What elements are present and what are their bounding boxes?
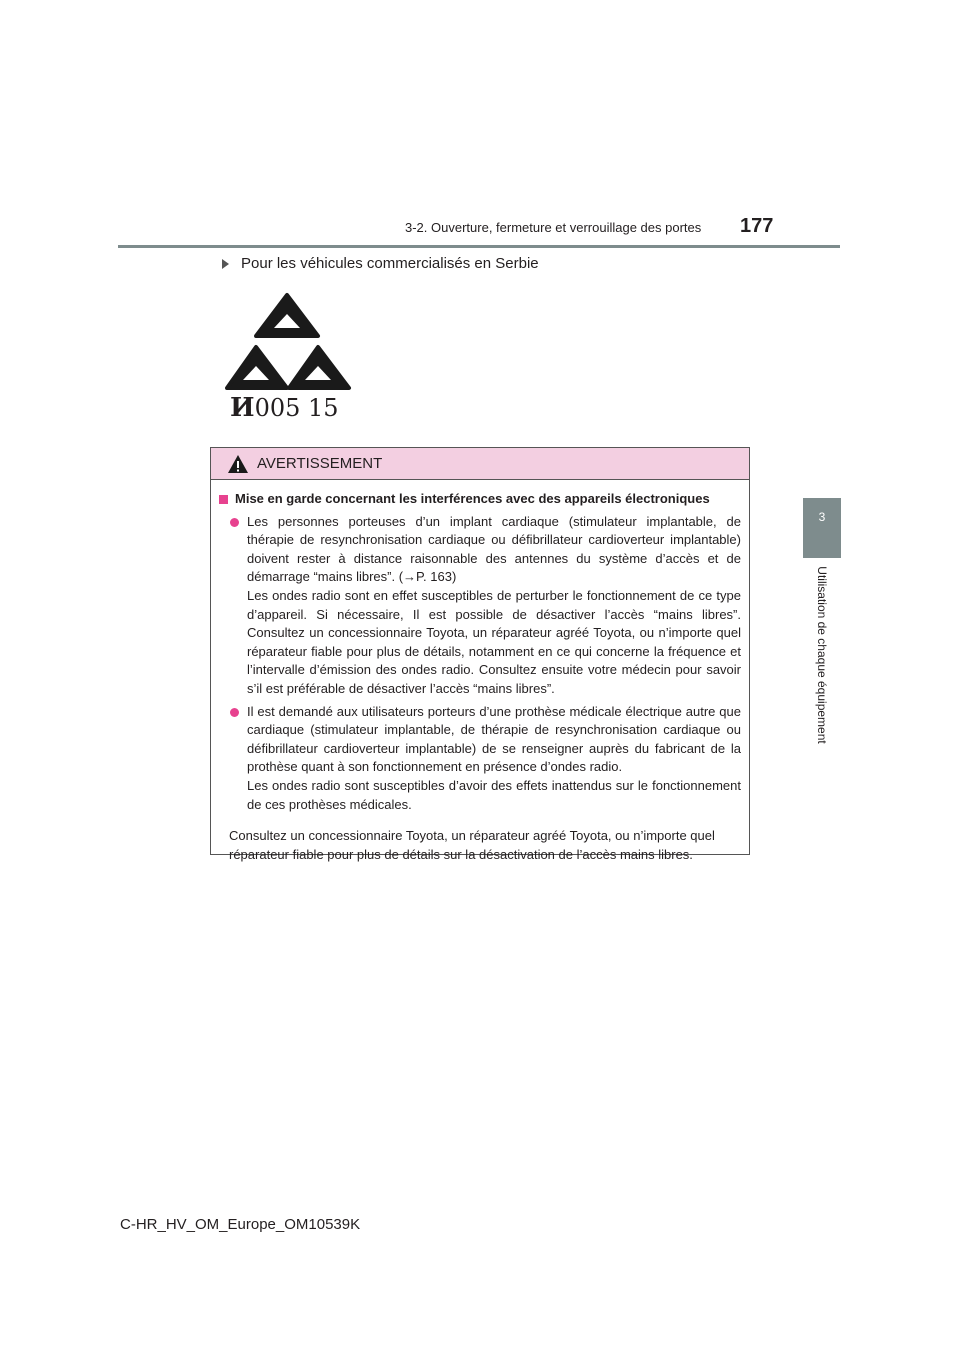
document-code: C-HR_HV_OM_Europe_OM10539K [120,1216,361,1233]
vehicle-region-text: Pour les véhicules commercialisés en Serbie [241,255,539,272]
vehicle-region-note [222,255,539,272]
warning-body [211,480,749,864]
page-number: 177 [740,215,774,237]
certification-code-number: 005 [254,394,301,422]
square-bullet-icon [219,495,228,504]
circle-bullet-icon [230,708,239,717]
circle-bullet-icon [230,518,239,527]
header-divider [118,245,840,248]
warning-title: AVERTISSEMENT [257,455,383,472]
warning-header [211,448,749,480]
warning-item-paragraph: Il est demandé aux utilisateurs porteurs d’une prothèse médicale électrique autre que cardiaque (stimulateur implantable, de thérapie de resynchronisation cardiaque ou défibrillateur cardioverteur implantable) de se renseigner auprès du fabricant de la prothèse quant à son fonctionnement en présence d’ondes radio. [247,703,741,775]
warning-item-paragraph: Les ondes radio sont en effet susceptibles de perturber le fonctionnement de ce type d’appareil. Si nécessaire, Il est possible de désactiver l’accès “mains libres”. Consultez un concessionnaire Toyota, un réparateur agréé Toyota, ou n’importe quel réparateur fiable pour plus de détails, notamment en ce qui concerne la fréquence et l’intervalle d’émission des ondes radio. Consultez ensuite votre médecin pour savoir s’il est préférable de désactiver l’accès “mains libres”. [247,587,741,696]
warning-section-heading [219,490,741,509]
arrow-right-icon [222,259,229,269]
header-section-title: 3-2. Ouverture, fermeture et verrouillage des portes [405,220,702,235]
warning-item-paragraph: Les ondes radio sont susceptibles d’avoir des effets inattendus sur le fonctionnement de ces prothèses médicales. [247,777,741,812]
warning-box [210,447,750,862]
chapter-tab: 3 [803,498,841,558]
certification-code [230,393,339,423]
certification-code-suffix: 15 [308,394,339,422]
certification-code-prefix: И [230,393,255,423]
warning-item [219,703,741,815]
chapter-label: Utilisation de chaque équipement [815,566,829,744]
warning-closing-note: Consultez un concessionnaire Toyota, un réparateur agréé Toyota, ou n’importe quel réparateur fiable pour plus de détails sur la désactivation de l’accès mains libres. [229,828,715,862]
warning-section-title: Mise en garde concernant les interférences avec des appareils électroniques [235,491,710,506]
warning-item-paragraph: Les personnes porteuses d’un implant cardiaque (stimulateur implantable, de thérapie de resynchronisation cardiaque ou défibrillateur cardioverteur implantable) doivent rester à distance raisonnable des antennes du système d’accès et de démarrage “mains libres”. (→P. 163) [247,513,741,585]
warning-item [219,513,741,699]
warning-triangle-icon [227,454,249,474]
